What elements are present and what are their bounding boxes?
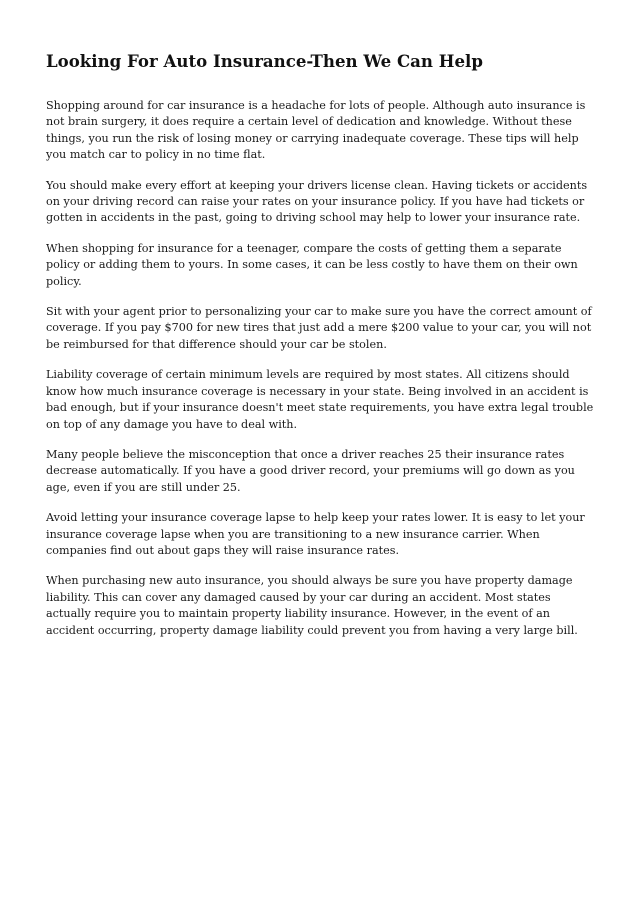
paragraph-4: Sit with your agent prior to personalizing your car to make sure you have the correct amount of coverage. If you pay $700 for new tires that just add a mere $200 value to your car, you will not be reimbursed for that difference should your car be stolen.	[46, 305, 592, 351]
paragraph-5: Liability coverage of certain minimum levels are required by most states. All citizens should know how much insurance coverage is necessary in your state. Being involved in an accident is bad enough, but if your insurance doesn't meet state requirements, you have extra legal trouble on top of any damage you have to deal with.	[46, 368, 594, 431]
document-page	[46, 50, 594, 653]
paragraph-7: Avoid letting your insurance coverage lapse to help keep your rates lower. It is easy to let your insurance coverage lapse when you are transitioning to a new insurance carrier. When companies find out about gaps they will raise insurance rates.	[46, 511, 585, 557]
paragraph-6: Many people believe the misconception that once a driver reaches 25 their insurance rates decrease automatically. If you have a good driver record, your premiums will go down as you age, even if you are still under 25.	[46, 447, 575, 494]
page-title: Looking For Auto Insurance-Then We Can Help	[46, 51, 483, 71]
paragraph-8: When purchasing new auto insurance, you should always be sure you have property damage liability. This can cover any damaged caused by your car during an accident. Most states actually require you to maintain property liability insurance. However, in the event of an accident occurring, property damage liability could prevent you from having a very large bill.	[46, 574, 578, 637]
paragraph-1: Shopping around for car insurance is a headache for lots of people. Although auto insurance is not brain surgery, it does require a certain level of dedication and knowledge. Without these things, you run the risk of losing money or carrying inadequate coverage. These tips will help you match car to policy in no time flat.	[46, 99, 586, 162]
paragraph-3: When shopping for insurance for a teenager, compare the costs of getting them a separate policy or adding them to yours. In some cases, it can be less costly to have them on their own policy.	[46, 241, 578, 288]
paragraph-2: You should make every effort at keeping your drivers license clean. Having tickets or accidents on your driving record can raise your rates on your insurance policy. If you have had tickets or gotten in accidents in the past, going to driving school may help to lower your insurance rate.	[46, 178, 588, 225]
